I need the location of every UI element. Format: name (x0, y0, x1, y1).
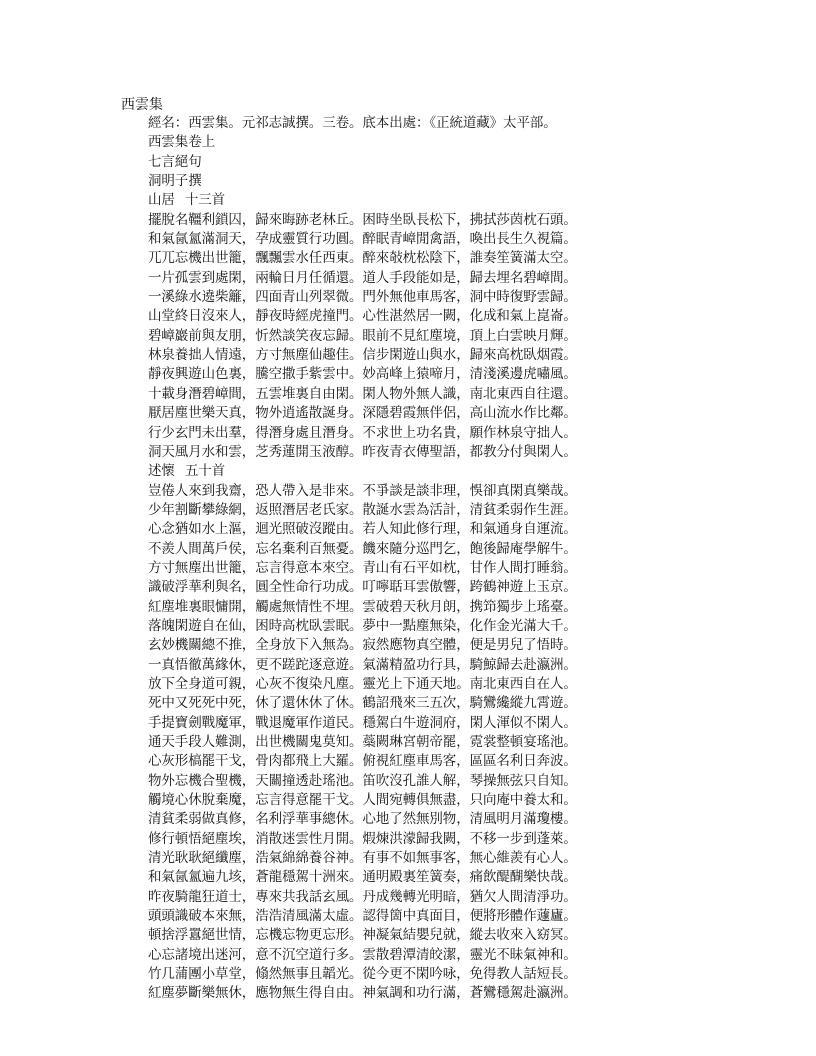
poem-line: 通天手段人難測，出世機關鬼莫知。蘂闕琳宮朝帝罷，霓裳整頓宴瑤池。 (148, 734, 577, 750)
poem-line: 紅塵堆裏眼慵開，觸處無情性不埋。雲破碧天秋月朗，携笻獨步上瑤臺。 (148, 598, 577, 615)
poem-line: 昨夜騎龍狂道士，專來共我話玄風。丹成幾轉光明暗，猶欠人間清淨功。 (148, 888, 577, 905)
section-title: 述懷 (148, 463, 175, 480)
poem-list (148, 211, 608, 462)
poem-line: 兀兀忘機出世籠，飄飄雲水任西東。醉來敧枕松陰下，誰奏笙簧滿太空。 (148, 250, 577, 267)
poem-line: 少年割斷攀綠網，返照潛居老氏家。散誕水雲為活計，清貧柔弱作生涯。 (148, 501, 577, 518)
section-heading (148, 191, 608, 210)
poem-line: 行少玄門未出羣，得潛身處且潛身。不求世上功名貴，願作林泉守拙人。 (148, 424, 577, 441)
poem-line: 修行頓悟絕塵埃，消散迷雲性月開。煆煉洪濛歸我闕，不移一步到蓬萊。 (148, 830, 577, 847)
poem-line: 十載身潛碧嶂間，五雲堆裏自由閑。閑人物外無人識，南北東西自往還。 (148, 385, 577, 402)
section-title: 山居 (148, 192, 175, 209)
poem-line: 方寸無塵出世籠，忘言得意本來空。青山有石平如枕，甘作人間打睡翁。 (148, 559, 577, 576)
poem-list (148, 482, 608, 1004)
document-title: 西雲集 (121, 97, 163, 113)
section-heading (148, 462, 608, 481)
poem-line: 厭居塵世樂天真，物外逍遙散誕身。深隱碧霞無伴侶，高山流水作比鄰。 (148, 405, 577, 422)
poem-line: 一溪綠水遶柴籬，四面青山列翠微。門外無他車馬客，洞中時復野雲歸。 (148, 289, 577, 306)
poem-line: 玄妙機關總不推，全身放下入無為。寂然應物真空體，便是男兒了悟時。 (148, 637, 577, 654)
poem-line: 山堂終日沒來人，靜夜時經虎撞門。心性湛然居一闕，化成和氣上崑崙。 (148, 308, 577, 325)
poem-line: 豈倦人來到我齋，恐人帶入是非來。不爭談是談非理，悞卻真閑真樂哉。 (148, 482, 577, 499)
section-count: 五十首 (184, 463, 226, 480)
poem-line: 碧嶂巖前與友朋，忻然談笑夜忘歸。眼前不見紅塵境，頂上白雲映月輝。 (148, 327, 577, 344)
author-line: 洞明子撰 (148, 173, 202, 190)
poem-line: 洞天風月水和雲，芝秀蓮開玉液醇。昨夜青衣傳聖語，都教分付與閑人。 (148, 443, 577, 460)
poem-line: 手提寶劍戰魔軍，戰退魔軍作道民。穩駕白牛遊洞府，閑人渾似不閑人。 (148, 714, 577, 731)
poem-line: 觸境心休脫棄魔，忘言得意罷干戈。人間宛轉俱無盡，只向庵中養太和。 (148, 792, 577, 809)
poem-line: 識破浮華利與名，圓全性命行功成。叮嚀聒耳雲傲響，跨鶴神遊上玉京。 (148, 579, 577, 596)
poem-line: 落魄閑遊自在仙，困時高枕臥雲眠。夢中一點塵無染，化作金光滿大千。 (148, 617, 577, 634)
genre-label: 七言絕句 (148, 153, 202, 170)
poem-line: 清貧柔弱做真修，名利浮華事總休。心地了然無別物，清風明月滿瓊樓。 (148, 811, 577, 828)
poem-line: 物外忘機合聖機，天關撞透赴瑤池。笛吹沒孔誰人解，琴操無弦只自知。 (148, 772, 577, 789)
poem-line: 林泉養拙人情遠，方寸無塵仙趣佳。信步閑遊山與水，歸來高枕臥烟霞。 (148, 347, 577, 364)
poem-line: 死中又死死中死，休了還休休了休。鶴詔飛來三五次，騎鸞纔縱九霄遊。 (148, 695, 577, 712)
poem-line: 竹几蒲團小草堂，翛然無事且韜光。從今更不閑吟咏，免得教人話短長。 (148, 966, 577, 983)
poem-line: 心忘諸境出迷河，意不沉空道行多。雲散碧潭清皎潔，靈光不昧氣神和。 (148, 946, 577, 963)
poem-line: 清光耿耿絕纖塵，浩氣綿綿養谷神。有事不如無事客，無心維羨有心人。 (148, 850, 577, 867)
poem-line: 擺脫名韁利鎖囚，歸來晦跡老林丘。困時坐臥長松下，拂拭莎茵枕石頭。 (148, 211, 577, 228)
poem-line: 不羨人間萬戶侯，忘名棄利百無憂。饑來隨分巡門乞，飽後歸庵學解牛。 (148, 540, 577, 557)
poem-line: 和氣氤氳滿洞天，孕成靈質行功圓。醉眠青嶂閒禽語，喚出長生久視篇。 (148, 231, 577, 248)
poem-line: 頓捨浮囂絕世情，忘機忘物更忘形。神凝氣結嬰兒就，縱去收來入窈冥。 (148, 927, 577, 944)
poem-line: 靜夜興遊山色裏，騰空撒手紫雲中。妙高峰上猿啼月，清淺溪邊虎嘯風。 (148, 366, 577, 383)
volume-title: 西雲集卷上 (148, 134, 215, 151)
poem-line: 和氣氤氳遍九垓，蒼龍穩駕十洲來。通明殿裏笙簧奏，痛飲醍醐樂快哉。 (148, 869, 577, 886)
poem-line: 紅塵夢斷樂無休，應物無生得自由。神氣調和功行滿，蒼鸞穩駕赴瀛洲。 (148, 985, 577, 1002)
poem-line: 心灰形槁罷干戈，骨肉都飛上大羅。俯視紅塵車馬客，區區名利日奔波。 (148, 753, 577, 770)
section-count: 十三首 (184, 192, 226, 209)
poem-line: 一真悟徹萬緣休，更不蹉跎逐意遊。氣滿精盈功行具，騎鯨歸去赴瀛洲。 (148, 656, 577, 673)
poem-line: 頭頭識破本來無，浩浩清風滿太虛。認得箇中真面目，便將形體作蘧廬。 (148, 908, 577, 925)
poem-line: 心念猶如水上漚，迴光照破沒蹤由。若人知此修行理，和氣通身自運流。 (148, 521, 577, 538)
metadata-line: 經名：西雲集。元祁志誠撰。三卷。底本出處：《正統道藏》太平部。 (148, 115, 557, 131)
poem-line: 放下全身道可親，心灰不復染凡塵。靈光上下通天地。南北東西自在人。 (148, 675, 577, 692)
text-block (148, 114, 608, 1004)
poem-line: 一片孤雲到處閑，兩輪日月任循還。道人手段能如是，歸去埋名碧嶂間。 (148, 269, 577, 286)
